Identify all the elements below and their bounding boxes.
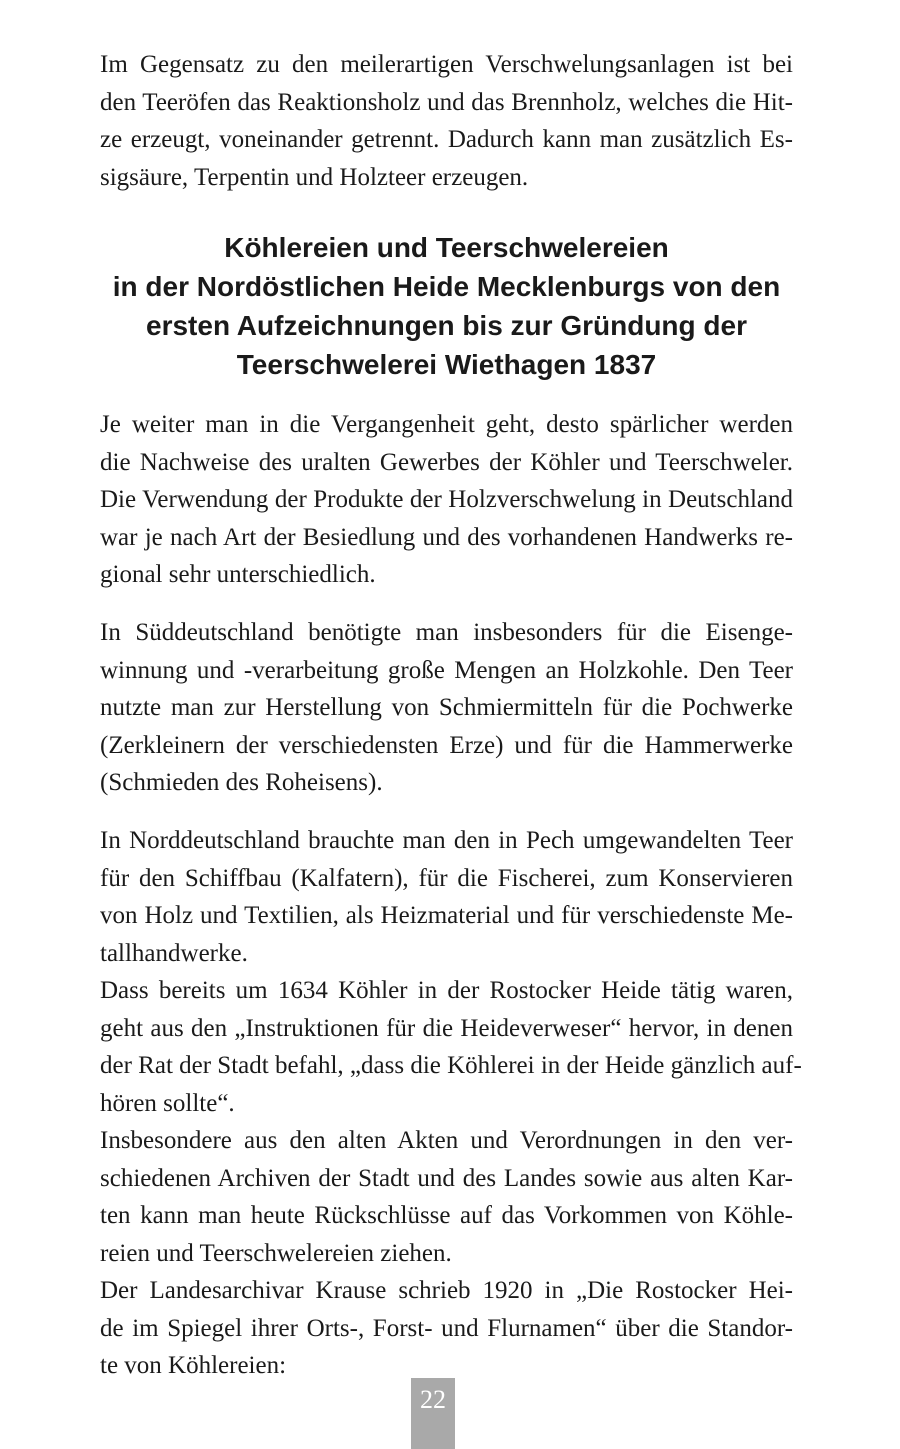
- text-line: (Zerkleinern der verschiedensten Erze) und für die Hammerwerke: [100, 731, 793, 759]
- text-line: tallhandwerke.: [100, 939, 248, 967]
- text-line: nutzte man zur Herstellung von Schmiermitteln für die Pochwerke: [100, 694, 793, 721]
- text-line: gional sehr unterschiedlich.: [100, 561, 376, 588]
- text-line: den Teeröfen das Reaktionsholz und das Brennholz, welches die Hit-: [100, 88, 793, 116]
- paragraph-2: [100, 406, 793, 594]
- text-line: Dass bereits um 1634 Köhler in der Rostocker Heide tätig waren,: [100, 977, 793, 1004]
- text-line: reien und Teerschwelereien ziehen.: [100, 1239, 452, 1267]
- text-line: winnung und -verarbeitung große Mengen an Holzkohle. Den Teer: [100, 656, 793, 684]
- heading-line: Teerschwelerei Wiethagen 1837: [236, 349, 657, 380]
- paragraph-7: [100, 1272, 793, 1385]
- text-line: war je nach Art der Besiedlung und des vorhandenen Handwerks re-: [100, 523, 793, 551]
- text-line: schiedenen Archiven der Stadt und des Landes sowie aus alten Kar-: [100, 1164, 793, 1192]
- text-line: In Norddeutschland brauchte man den in Pech umgewandelten Teer: [100, 827, 793, 854]
- text-line: (Schmieden des Roheisens).: [100, 769, 383, 796]
- text-line: Im Gegensatz zu den meilerartigen Verschwelungsanlagen ist bei: [100, 51, 793, 78]
- text-line: ze erzeugt, voneinander getrennt. Dadurch kann man zusätzlich Es-: [100, 126, 793, 153]
- heading-line: in der Nordöstlichen Heide Mecklenburgs von den: [112, 271, 781, 302]
- text-line: der Rat der Stadt befahl, „dass die Köhlerei in der Heide gänzlich auf-: [100, 1052, 802, 1079]
- text-line: Insbesondere aus den alten Akten und Verordnungen in den ver-: [100, 1127, 793, 1154]
- text-line: te von Köhlereien:: [100, 1352, 287, 1379]
- text-line: Die Verwendung der Produkte der Holzverschwelung in Deutschland: [100, 486, 793, 513]
- text-line: für den Schiffbau (Kalfatern), für die Fischerei, zum Konservieren: [100, 864, 793, 892]
- text-line: Der Landesarchivar Krause schrieb 1920 in „Die Rostocker Hei-: [100, 1277, 793, 1304]
- paragraph-4: [100, 822, 793, 972]
- text-line: geht aus den „Instruktionen für die Heideverweser“ hervor, in denen: [100, 1014, 793, 1042]
- paragraph-5: [100, 972, 802, 1122]
- page-number: 22: [411, 1378, 455, 1449]
- paragraph-6: [100, 1122, 793, 1272]
- text-line: die Nachweise des uralten Gewerbes der Köhler und Teerschweler.: [100, 448, 793, 476]
- section-heading: [88, 228, 805, 384]
- heading-line: ersten Aufzeichnungen bis zur Gründung der: [146, 310, 747, 341]
- paragraph-1: [100, 46, 793, 196]
- text-line: Je weiter man in die Vergangenheit geht, desto spärlicher werden: [100, 411, 793, 438]
- heading-line: Köhlereien und Teerschwelereien: [224, 232, 669, 263]
- paragraph-3: [100, 614, 793, 802]
- text-line: hören sollte“.: [100, 1089, 235, 1117]
- text-line: von Holz und Textilien, als Heizmaterial und für verschiedenste Me-: [100, 902, 793, 929]
- text-line: sigsäure, Terpentin und Holzteer erzeugen.: [100, 163, 529, 191]
- text-line: de im Spiegel ihrer Orts-, Forst- und Flurnamen“ über die Standor-: [100, 1314, 793, 1342]
- text-line: In Süddeutschland benötigte man insbesonders für die Eisenge-: [100, 619, 793, 646]
- text-line: ten kann man heute Rückschlüsse auf das Vorkommen von Köhle-: [100, 1202, 793, 1229]
